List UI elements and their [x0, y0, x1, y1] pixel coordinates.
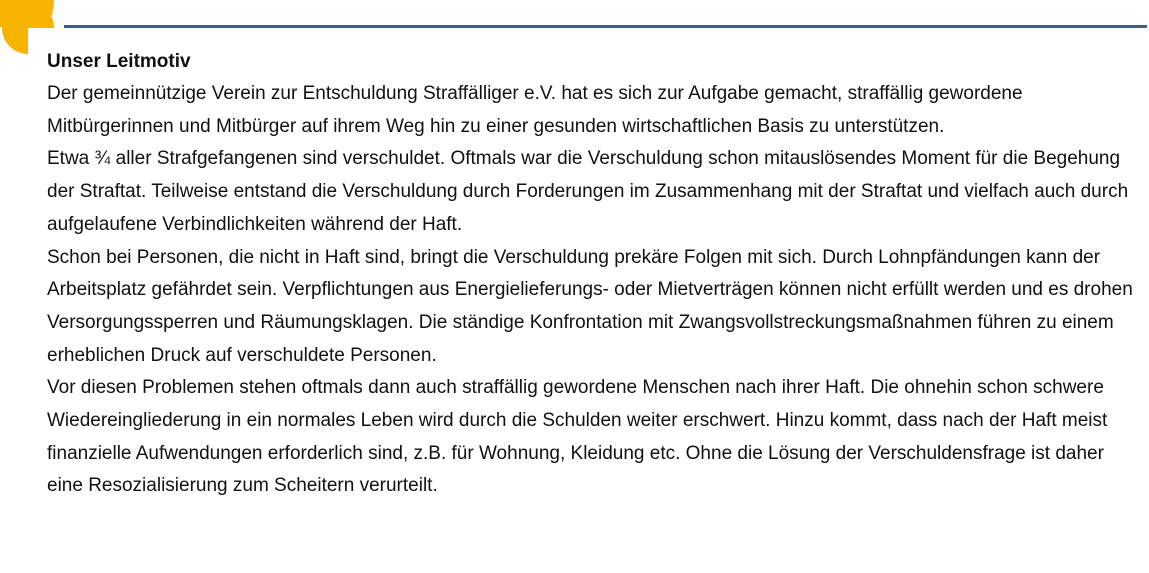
- paragraph-reintegration: Vor diesen Problemen stehen oftmals dann auch straffällig gewordene Menschen nach ihrer Haft. Die ohnehin schon schwere Wiedereingliederung in ein normales Leben wird durch die Schulden weiter erschwert. Hinzu kommt, dass nach der Haft meist finanzielle Aufwendungen erforderlich sind, z.B. für Wohnung, Kleidung etc. Ohne die Lösung der Verschuldensfrage ist daher eine Resozialisierung zum Scheitern verurteilt.: [47, 377, 1108, 497]
- header-divider-line: [64, 25, 1147, 28]
- document-content: [47, 46, 1142, 503]
- quarter-circle-icon: [0, 0, 54, 54]
- paragraph-debt-statistics: Etwa ¾ aller Strafgefangenen sind verschuldet. Oftmals war die Verschuldung schon mitauslösendes Moment für die Begehung der Straftat. Teilweise entstand die Verschuldung durch Forderungen im Zusammenhang mit der Straftat und vielfach auch durch aufgelaufene Verbindlichkeiten während der Haft.: [47, 148, 1129, 235]
- paragraph-mission: Der gemeinnützige Verein zur Entschuldung Straffälliger e.V. hat es sich zur Aufgabe gemacht, straffällig gewordene Mitbürgerinnen und Mitbürger auf ihrem Weg hin zu einer gesunden wirtschaftlichen Basis zu unterstützen.: [47, 83, 1023, 137]
- paragraph-debt-consequences: Schon bei Personen, die nicht in Haft sind, bringt die Verschuldung prekäre Folgen mit sich. Durch Lohnpfändungen kann der Arbeitsplatz gefährdet sein. Verpflichtungen aus Energielieferungs- oder Mietverträgen können nicht erfüllt werden und es drohen Versorgungssperren und Räumungsklagen. Die ständige Konfrontation mit Zwangsvollstreckungsmaßnahmen führen zu einem erheblichen Druck auf verschuldete Personen.: [47, 246, 1133, 366]
- corner-accent-shape: [0, 0, 54, 54]
- section-title: Unser Leitmotiv: [47, 51, 191, 72]
